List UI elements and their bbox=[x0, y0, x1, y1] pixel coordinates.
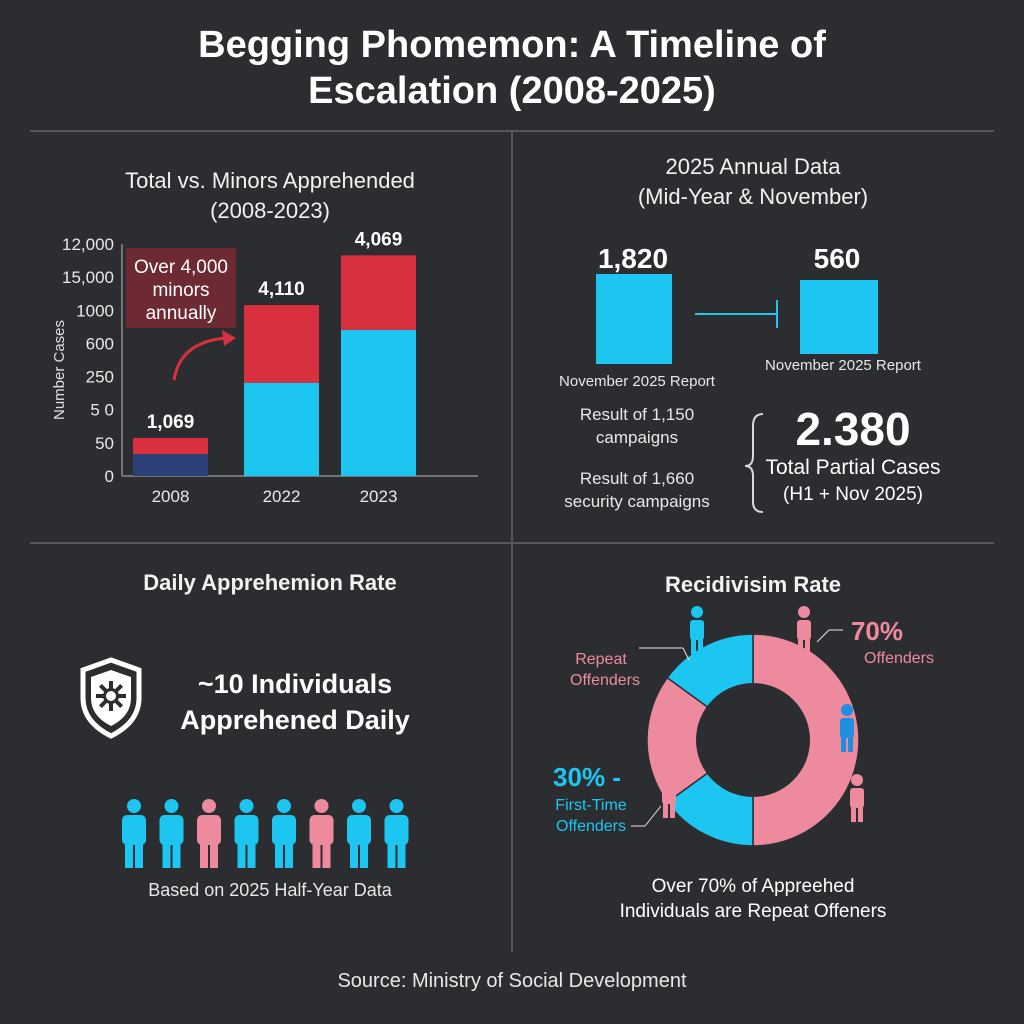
minors-chart bbox=[30, 230, 510, 520]
x-tick-label: 2022 bbox=[262, 487, 301, 506]
panel2-title bbox=[513, 152, 993, 212]
callout-line-1: Over 4,000 bbox=[134, 257, 228, 278]
bar1 bbox=[596, 274, 672, 364]
callout-arrow-head bbox=[222, 330, 236, 346]
first-label-line-2: Offenders bbox=[556, 818, 626, 835]
y-tick-label: 600 bbox=[85, 334, 114, 354]
page-title bbox=[0, 22, 1024, 114]
x-tick-label: 2023 bbox=[359, 487, 398, 506]
source-note: Source: Ministry of Social Development bbox=[337, 970, 687, 992]
bar2 bbox=[800, 280, 878, 354]
bar-value-label: 1,069 bbox=[146, 412, 195, 433]
bar2-value-label: 560 bbox=[813, 243, 861, 274]
panel1-title-line-1: Total vs. Minors Apprehended bbox=[125, 168, 415, 193]
bar-minors-segment bbox=[341, 330, 416, 476]
panel4-title: Recidivisim Rate bbox=[664, 572, 842, 597]
pct70-leader-line bbox=[817, 630, 829, 642]
bar-total-segment bbox=[341, 255, 416, 330]
repeat-label-line-1: Repeat bbox=[575, 651, 627, 668]
panel1-title bbox=[30, 166, 510, 226]
person-icon-right-pink bbox=[850, 774, 864, 822]
person-icon-left-pink bbox=[662, 770, 676, 818]
repeat-label-line-2: Offenders bbox=[570, 672, 640, 689]
total-value: 2.380 bbox=[795, 403, 911, 455]
bar-base-segment bbox=[133, 454, 208, 476]
panel2-title-line-1: 2025 Annual Data bbox=[665, 154, 841, 179]
y-tick-label: 50 bbox=[95, 433, 114, 453]
panel2-title-line-2: (Mid-Year & November) bbox=[637, 184, 869, 209]
y-tick-labels bbox=[62, 235, 114, 486]
person-icon bbox=[160, 799, 184, 868]
person-icon bbox=[310, 799, 334, 868]
person-icon bbox=[272, 799, 296, 868]
person-icon bbox=[385, 799, 409, 868]
y-tick-label: 12,000 bbox=[62, 235, 114, 254]
person-icon bbox=[122, 799, 146, 868]
first-leader-rise bbox=[645, 806, 661, 826]
panel1-title-line-2: (2008-2023) bbox=[210, 198, 330, 223]
people-row bbox=[112, 792, 422, 872]
person-icon-top-cyan bbox=[690, 606, 704, 654]
x-tick-label: 2008 bbox=[151, 487, 190, 506]
y-tick-label: 1000 bbox=[76, 301, 114, 321]
recidivism-summary bbox=[513, 874, 993, 924]
daily-stat-line-1: ~10 Individuals bbox=[197, 669, 393, 699]
panel3-title: Daily Apprehemion Rate bbox=[143, 570, 397, 595]
bar-value-label: 4,069 bbox=[354, 230, 403, 251]
recidivism-donut bbox=[513, 600, 993, 880]
summary-line-1: Over 70% of Appreehed bbox=[651, 876, 855, 897]
y-tick-label: 5 0 bbox=[90, 400, 114, 420]
bar-total-segment bbox=[133, 438, 208, 454]
daily-stat bbox=[150, 666, 440, 738]
pct70-value: 70% bbox=[850, 616, 904, 646]
bar-minors-segment bbox=[244, 383, 319, 476]
callout-line-2: minors bbox=[152, 280, 210, 301]
callout-arrow bbox=[174, 338, 226, 380]
note2-line-1: Result of 1,660 bbox=[579, 469, 695, 488]
annual-2025-chart bbox=[513, 230, 993, 530]
bar1-category-label: November 2025 Report bbox=[559, 373, 715, 390]
donut-hole bbox=[696, 683, 810, 797]
total-label-line-2: (H1 + Nov 2025) bbox=[783, 484, 923, 505]
pct70-label: Offenders bbox=[864, 650, 934, 667]
daily-stat-line-2: Apprehened Daily bbox=[180, 705, 410, 735]
y-tick-label: 250 bbox=[85, 367, 114, 387]
bar-total-segment bbox=[244, 305, 319, 383]
title-line-2: Escalation (2008-2025) bbox=[308, 70, 716, 112]
curly-brace bbox=[745, 414, 763, 512]
y-tick-label: 15,000 bbox=[62, 268, 114, 288]
total-label-line-1: Total Partial Cases bbox=[765, 456, 941, 479]
note2-line-2: security campaigns bbox=[564, 492, 710, 511]
note1-line-1: Result of 1,150 bbox=[579, 405, 695, 424]
y-axis-title: Number Cases bbox=[51, 319, 68, 421]
bar2-category-label: November 2025 Report bbox=[765, 357, 921, 374]
bar1-value-label: 1,820 bbox=[597, 243, 669, 274]
summary-line-2: Individuals are Repeat Offeners bbox=[619, 901, 887, 922]
first-label-line-1: First-Time bbox=[555, 797, 627, 814]
daily-footnote: Based on 2025 Half-Year Data bbox=[148, 880, 392, 900]
title-line-1: Begging Phomemon: A Timeline of bbox=[198, 24, 826, 66]
police-badge-icon bbox=[76, 656, 146, 740]
bar-value-label: 4,110 bbox=[258, 279, 305, 301]
x-tick-labels bbox=[152, 487, 398, 506]
person-icon bbox=[347, 799, 371, 868]
pct30-value: 30% - bbox=[553, 762, 621, 792]
person-icon bbox=[235, 799, 259, 868]
person-icon bbox=[197, 799, 221, 868]
y-tick-label: 0 bbox=[104, 467, 114, 486]
callout-line-3: annually bbox=[145, 303, 217, 324]
note1-line-2: campaigns bbox=[595, 428, 679, 447]
